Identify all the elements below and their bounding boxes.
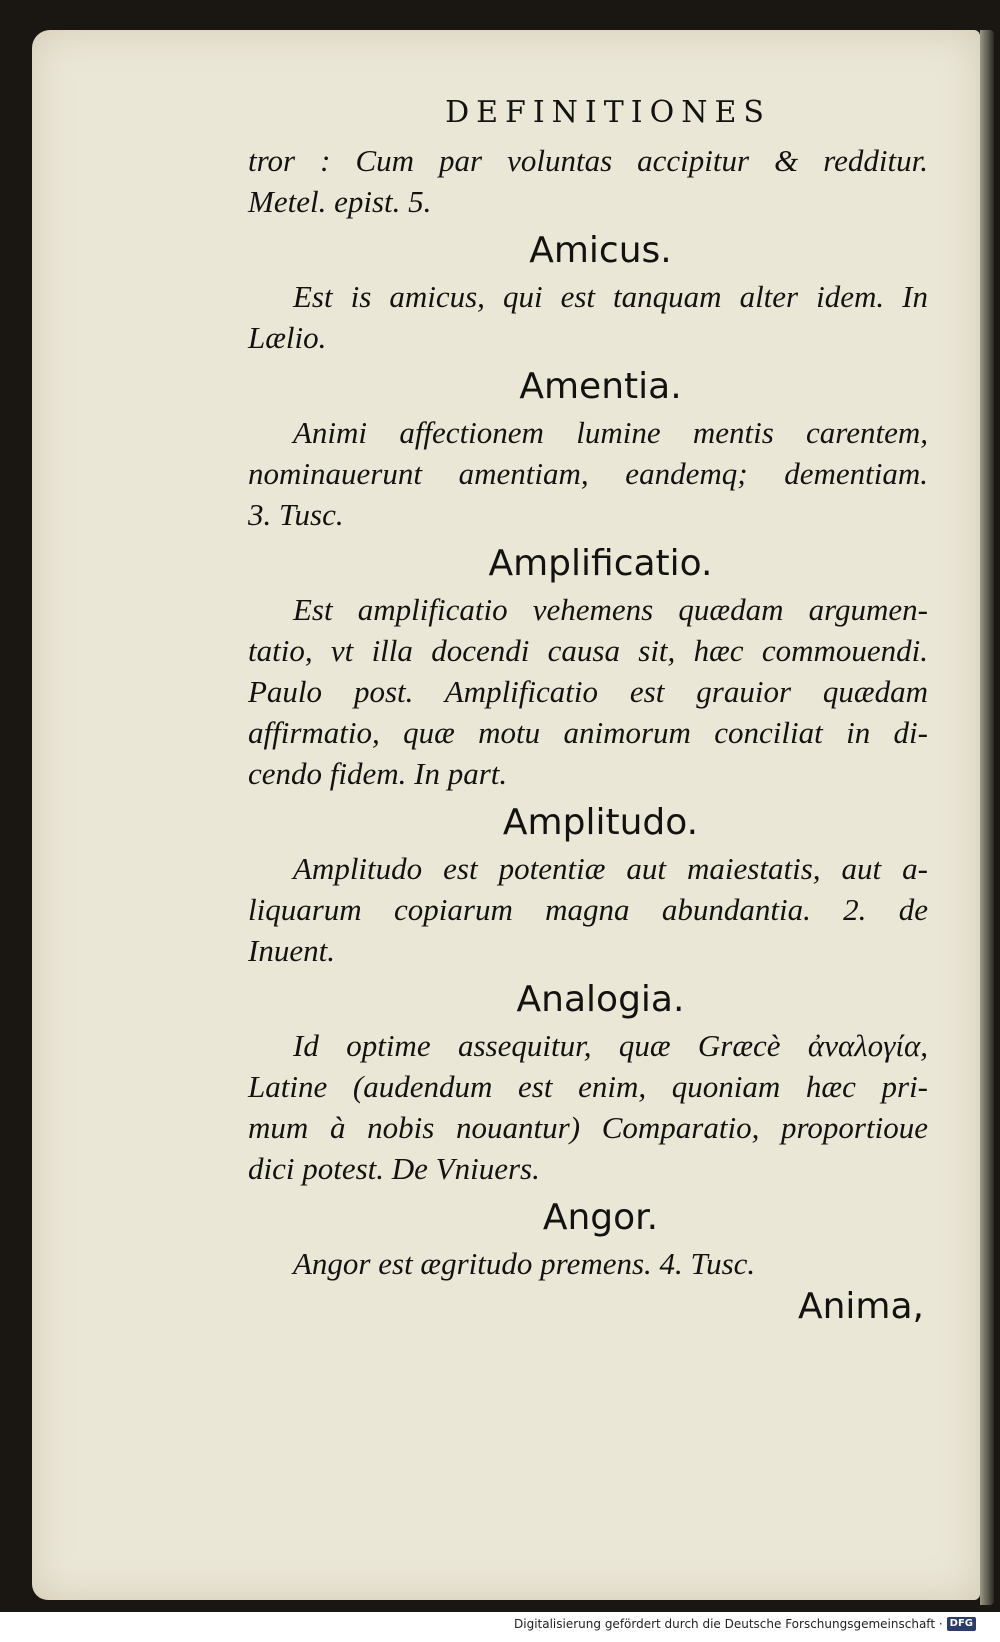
running-head: DEFINITIONES bbox=[445, 95, 771, 130]
continuation-line: tror : Cum par voluntas accipitur & redditur. bbox=[248, 143, 928, 178]
entry-line: nominauerunt amentiam, eandemq; dementiam. bbox=[248, 456, 928, 491]
entry-line: 3. Tusc. bbox=[248, 497, 344, 532]
page-text bbox=[248, 95, 928, 1330]
entry-line: Lælio. bbox=[248, 320, 327, 355]
entry-line: Id optime assequitur, quæ Græcè ἀναλογία, bbox=[293, 1028, 928, 1063]
entry-line: Latine (audendum est enim, quoniam hæc pri- bbox=[248, 1069, 928, 1104]
digitization-credit bbox=[514, 1617, 976, 1631]
entry-heading: Amplificatio. bbox=[488, 543, 713, 584]
entry-heading: Amicus. bbox=[529, 230, 672, 271]
entry-line: Paulo post. Amplificatio est grauior quædam bbox=[248, 674, 928, 709]
entry-line: cendo fidem. In part. bbox=[248, 756, 508, 791]
entry-line: dici potest. De Vniuers. bbox=[248, 1151, 540, 1186]
entry-heading: Analogia. bbox=[516, 979, 685, 1020]
credit-text: Digitalisierung gefördert durch die Deutsche Forschungsgemeinschaft · bbox=[514, 1617, 943, 1631]
continuation-line: Metel. epist. 5. bbox=[248, 184, 432, 219]
entry-line: Inuent. bbox=[248, 933, 335, 968]
entry-line: tatio, vt illa docendi causa sit, hæc commouendi. bbox=[248, 633, 928, 668]
entry-heading: Angor. bbox=[542, 1197, 659, 1238]
entry-line: Animi affectionem lumine mentis carentem, bbox=[293, 415, 928, 450]
entry-line: Amplitudo est potentiæ aut maiestatis, aut a- bbox=[293, 851, 928, 886]
entry-line: liquarum copiarum magna abundantia. 2. de bbox=[248, 892, 928, 927]
page-edge bbox=[980, 30, 994, 1605]
entry-line: Angor est ægritudo premens. 4. Tusc. bbox=[293, 1246, 756, 1281]
entry-heading: Amplitudo. bbox=[502, 802, 699, 843]
entry-heading: Amentia. bbox=[519, 366, 682, 407]
entry-line: Est is amicus, qui est tanquam alter idem. In bbox=[293, 279, 928, 314]
entry-line: affirmatio, quæ motu animorum conciliat in di- bbox=[248, 715, 928, 750]
entry-line: Est amplificatio vehemens quædam argumen- bbox=[293, 592, 928, 627]
catchword: Anima, bbox=[797, 1286, 924, 1327]
entry-line: mum à nobis nouantur) Comparatio, proportioue bbox=[248, 1110, 928, 1145]
dfg-logo-icon: DFG bbox=[947, 1617, 976, 1631]
